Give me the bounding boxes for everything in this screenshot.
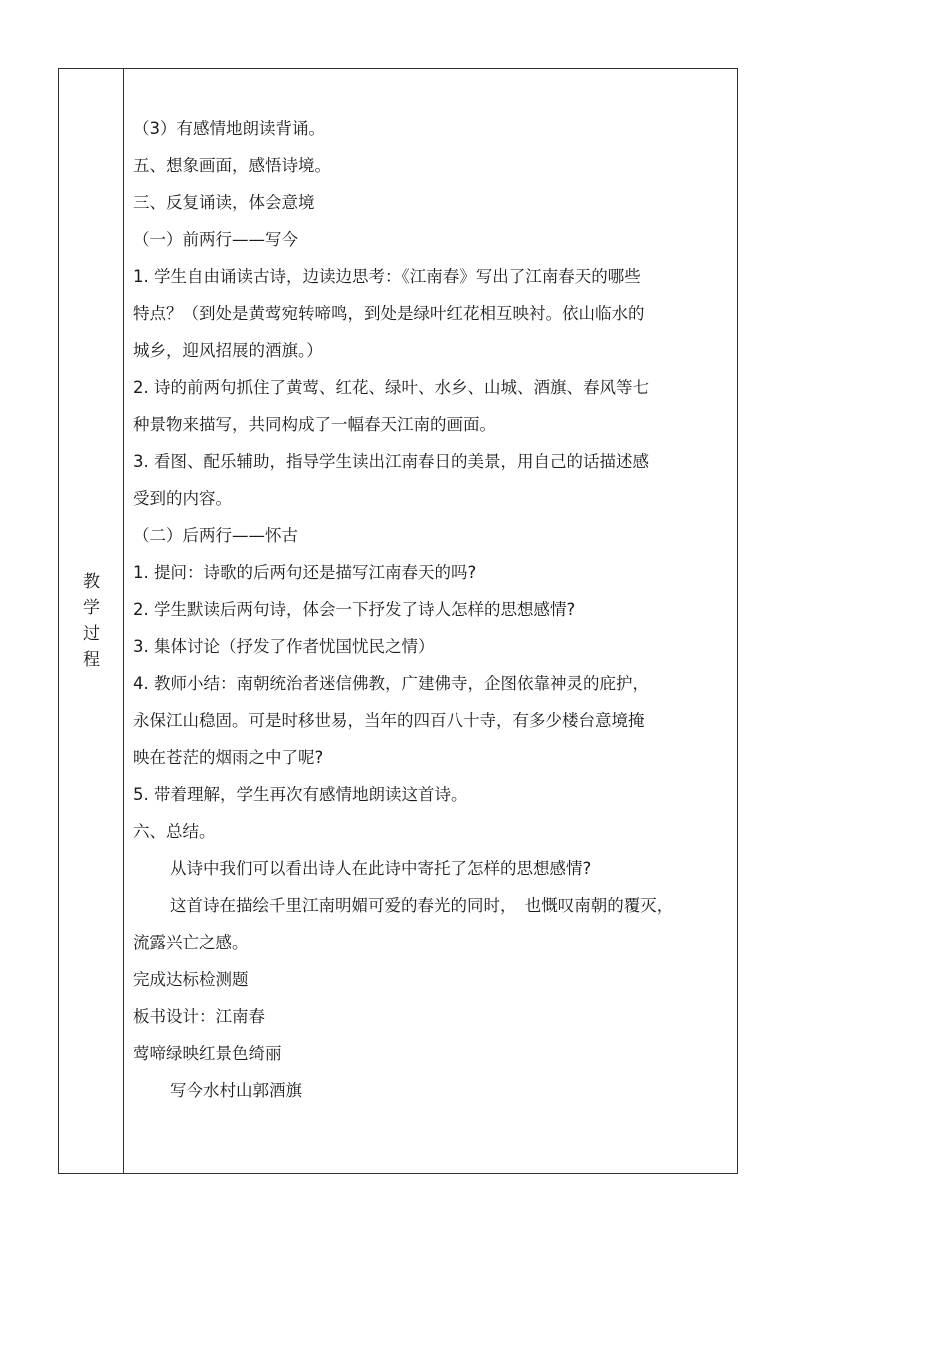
text-line: 2. 学生默读后两句诗，体会一下抒发了诗人怎样的思想感情? [133,600,576,619]
section-label-char: 学 [83,598,100,618]
text-line: 城乡，迎风招展的酒旗。） [133,341,323,360]
text-line: 3. 集体讨论（抒发了作者忧国忧民之情） [133,637,435,656]
text-line: 六、总结。 [133,822,216,841]
section-label-cell [59,69,124,1173]
text-line: 写今水村山郭酒旗 [170,1081,302,1100]
text-line: 受到的内容。 [133,489,232,508]
text-line: 种景物来描写，共同构成了一幅春天江南的画面。 [133,415,496,434]
section-label [59,569,124,673]
text-line: （一）前两行——写今 [133,230,298,249]
section-label-char: 教 [83,572,100,592]
text-line: 永保江山稳固。可是时移世易，当年的四百八十寺，有多少楼台意境掩 [133,711,645,730]
text-line: 五、想象画面，感悟诗境。 [133,156,331,175]
text-line: 三、反复诵读，体会意境 [133,193,315,212]
text-line: 板书设计：江南春 [133,1007,265,1026]
text-line: 4. 教师小结：南朝统治者迷信佛教，广建佛寺，企图依靠神灵的庇护， [133,674,649,693]
text-line: 这首诗在描绘千里江南明媚可爱的春光的同时， 也慨叹南朝的覆灭， [170,896,674,915]
text-line: （二）后两行——怀古 [133,526,298,545]
text-line: 1. 学生自由诵读古诗，边读边思考：《江南春》写出了江南春天的哪些 [133,267,641,286]
text-line: （3）有感情地朗读背诵。 [133,119,325,138]
text-line: 2. 诗的前两句抓住了黄莺、红花、绿叶、水乡、山城、酒旗、春风等七 [133,378,649,397]
section-label-char: 过 [83,624,100,644]
lesson-table [58,68,738,1174]
text-line: 特点？（到处是黄莺宛转啼鸣，到处是绿叶红花相互映衬。依山临水的 [133,304,645,323]
text-line: 5. 带着理解，学生再次有感情地朗读这首诗。 [133,785,468,804]
text-line: 映在苍茫的烟雨之中了呢? [133,748,324,767]
text-line: 从诗中我们可以看出诗人在此诗中寄托了怎样的思想感情? [170,859,592,878]
section-label-char: 程 [83,650,100,670]
text-line: 流露兴亡之感。 [133,933,249,952]
text-line: 3. 看图、配乐辅助，指导学生读出江南春日的美景，用自己的话描述感 [133,452,649,471]
text-line: 莺啼绿映红景色绮丽 [133,1044,282,1063]
text-line: 1. 提问：诗歌的后两句还是描写江南春天的吗? [133,563,477,582]
text-line: 完成达标检测题 [133,970,249,989]
